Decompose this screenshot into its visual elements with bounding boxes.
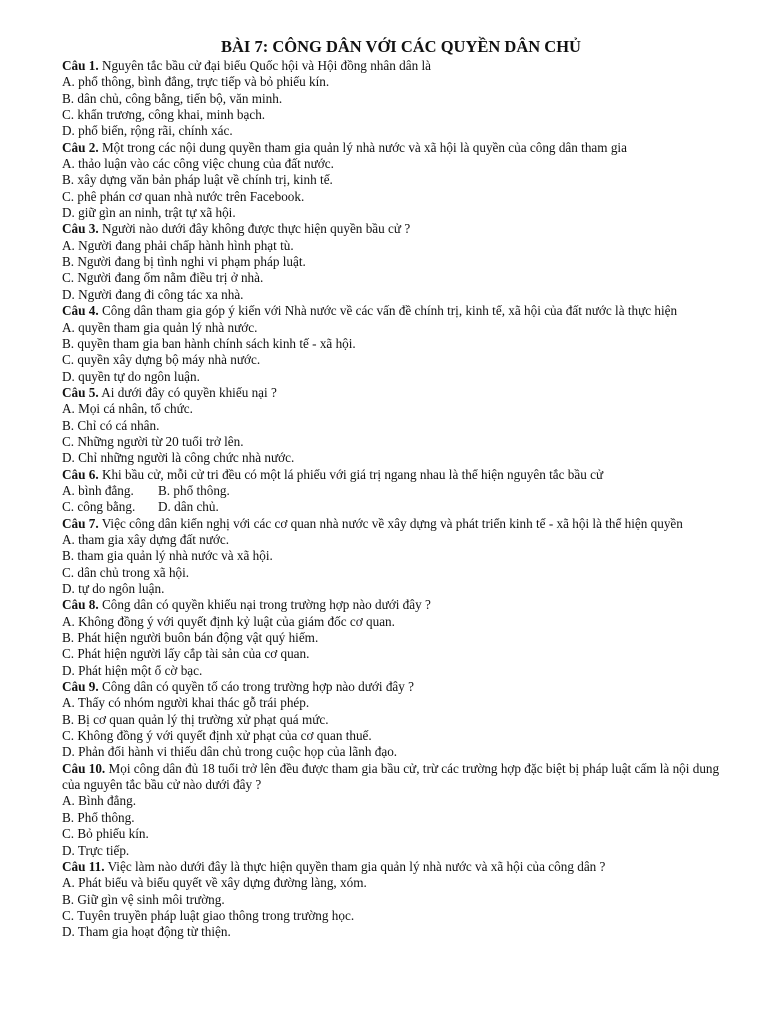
option-c: C. dân chủ trong xã hội.: [62, 564, 190, 580]
option-c: C. Không đồng ý với quyết định xử phạt của cơ quan thuế.: [62, 728, 372, 744]
option-d: D. Người đang đi công tác xa nhà.: [62, 286, 244, 302]
option-d: D. giữ gìn an ninh, trật tự xã hội.: [62, 205, 236, 221]
question-10: [62, 761, 728, 859]
question-number: Câu 7.: [62, 515, 99, 531]
question-11: [62, 859, 728, 941]
question-text: Công dân tham gia góp ý kiến với Nhà nước về các vấn đề chính trị, kinh tế, xã hội của đất nước là thực hiện: [101, 303, 678, 319]
option-c: C. Người đang ốm nằm điều trị ở nhà.: [62, 270, 264, 286]
option-a: A. Bình đẳng.: [62, 793, 136, 809]
question-5: [62, 385, 728, 467]
option-a: A. phổ thông, bình đẳng, trực tiếp và bỏ phiếu kín.: [62, 74, 330, 90]
option-b: B. xây dựng văn bản pháp luật về chính trị, kinh tế.: [62, 172, 333, 188]
question-text: Ai dưới đây có quyền khiếu nại ?: [101, 384, 277, 400]
question-text: Mọi công dân đủ 18 tuổi trở lên đều được tham gia bầu cử, trừ các trường hợp đặc biệt bị pháp luật cấm là nội dung của nguyên tắc bầu cử nào dưới đây ?: [62, 760, 720, 793]
question-number: Câu 2.: [62, 139, 99, 155]
worksheet-title: BÀI 7: CÔNG DÂN VỚI CÁC QUYỀN DÂN CHỦ: [221, 37, 581, 56]
question-7: [62, 516, 728, 598]
question-text: Khi bầu cử, mỗi cử tri đều có một lá phiếu với giá trị ngang nhau là thể hiện nguyên tắc bầu cử: [101, 466, 604, 482]
option-a: A. bình đẳng.: [62, 482, 134, 498]
option-a: A. tham gia xây dựng đất nước.: [62, 531, 230, 547]
question-text: Nguyên tắc bầu cử đại biểu Quốc hội và Hội đồng nhân dân là: [101, 58, 431, 73]
option-c: C. công bằng.: [62, 499, 136, 515]
question-1: [62, 58, 728, 140]
question-stem: [62, 679, 728, 695]
question-stem: [62, 140, 728, 156]
option-c: C. phê phán cơ quan nhà nước trên Facebook.: [62, 188, 305, 204]
option-b: B. Bị cơ quan quản lý thị trường xử phạt quá mức.: [62, 711, 329, 727]
option-d: D. Tham gia hoạt động từ thiện.: [62, 924, 231, 940]
option-c: C. Tuyên truyền pháp luật giao thông trong trường học.: [62, 907, 355, 923]
option-b: B. dân chủ, công bằng, tiến bộ, văn minh.: [62, 90, 283, 106]
question-8: [62, 597, 728, 679]
question-text: Người nào dưới đây không được thực hiện quyền bầu cử ?: [101, 221, 411, 237]
question-number: Câu 4.: [62, 303, 99, 319]
option-c: C. quyền xây dựng bộ máy nhà nước.: [62, 352, 261, 368]
option-d: D. Trực tiếp.: [62, 842, 130, 858]
option-c: C. Bỏ phiếu kín.: [62, 826, 149, 842]
question-number: Câu 1.: [62, 58, 99, 73]
question-number: Câu 9.: [62, 679, 99, 695]
option-d: D. Phản đối hành vi thiếu dân chủ trong cuộc họp của lãnh đạo.: [62, 744, 398, 760]
option-b: B. quyền tham gia ban hành chính sách kinh tế - xã hội.: [62, 335, 356, 351]
question-stem: [62, 597, 728, 613]
question-number: Câu 6.: [62, 466, 99, 482]
option-b: B. tham gia quản lý nhà nước và xã hội.: [62, 548, 273, 564]
option-d: D. quyền tự do ngôn luận.: [62, 368, 200, 384]
question-text: Một trong các nội dung quyền tham gia quản lý nhà nước và xã hội là quyền của công dân tham gia: [101, 139, 627, 155]
option-b: B. Phổ thông.: [62, 809, 135, 825]
option-b: B. Chỉ có cá nhân.: [62, 417, 160, 433]
question-stem: [62, 221, 728, 237]
option-a: A. Phát biểu và biểu quyết về xây dựng đường làng, xóm.: [62, 875, 367, 891]
question-stem: [62, 516, 728, 532]
question-number: Câu 3.: [62, 221, 99, 237]
option-b: B. Người đang bị tình nghi vi phạm pháp luật.: [62, 254, 306, 270]
question-number: Câu 11.: [62, 858, 105, 874]
option-c: C. Phát hiện người lấy cắp tài sản của cơ quan.: [62, 646, 310, 662]
option-a: A. Mọi cá nhân, tổ chức.: [62, 401, 193, 417]
option-b: B. Giữ gìn vệ sinh môi trường.: [62, 891, 225, 907]
question-number: Câu 8.: [62, 597, 99, 613]
question-text: Việc làm nào dưới đây là thực hiện quyền tham gia quản lý nhà nước và xã hội của công dân ?: [107, 858, 606, 874]
option-b: B. Phát hiện người buôn bán động vật quý hiếm.: [62, 630, 319, 646]
option-d: D. tự do ngôn luận.: [62, 581, 165, 596]
question-text: Việc công dân kiến nghị với các cơ quan nhà nước về xây dựng và phát triển kinh tế - xã hội là thể hiện quyền: [101, 515, 683, 531]
option-d: D. Phát hiện một ổ cờ bạc.: [62, 662, 203, 678]
question-stem: [62, 385, 728, 401]
question-4: [62, 303, 728, 385]
option-a: A. Người đang phải chấp hành hình phạt tù.: [62, 237, 294, 253]
option-a: A. Không đồng ý với quyết định kỷ luật của giám đốc cơ quan.: [62, 613, 395, 629]
question-number: Câu 5.: [62, 384, 99, 400]
question-text: Công dân có quyền tố cáo trong trường hợp nào dưới đây ?: [101, 679, 415, 695]
option-a: A. thảo luận vào các công việc chung của đất nước.: [62, 156, 334, 172]
option-d: D. Chỉ những người là công chức nhà nước.: [62, 450, 295, 466]
question-stem: [62, 761, 728, 794]
question-6: [62, 467, 728, 516]
option-c: C. Những người từ 20 tuổi trở lên.: [62, 433, 244, 449]
question-number: Câu 10.: [62, 760, 106, 776]
question-stem: [62, 58, 728, 74]
option-b: B. phổ thông.: [158, 482, 230, 498]
question-9: [62, 679, 728, 761]
option-d: D. phổ biến, rộng rãi, chính xác.: [62, 123, 233, 139]
question-stem: [62, 467, 728, 483]
option-d: D. dân chủ.: [158, 499, 219, 515]
question-3: [62, 221, 728, 303]
question-stem: [62, 303, 728, 319]
option-c: C. khẩn trương, công khai, minh bạch.: [62, 107, 266, 123]
option-row: [62, 483, 728, 499]
question-stem: [62, 859, 728, 875]
option-a: A. quyền tham gia quản lý nhà nước.: [62, 319, 258, 335]
question-2: [62, 140, 728, 222]
option-row: [62, 499, 728, 515]
option-a: A. Thấy có nhóm người khai thác gỗ trái phép.: [62, 695, 310, 711]
question-text: Công dân có quyền khiếu nại trong trường hợp nào dưới đây ?: [101, 597, 431, 613]
